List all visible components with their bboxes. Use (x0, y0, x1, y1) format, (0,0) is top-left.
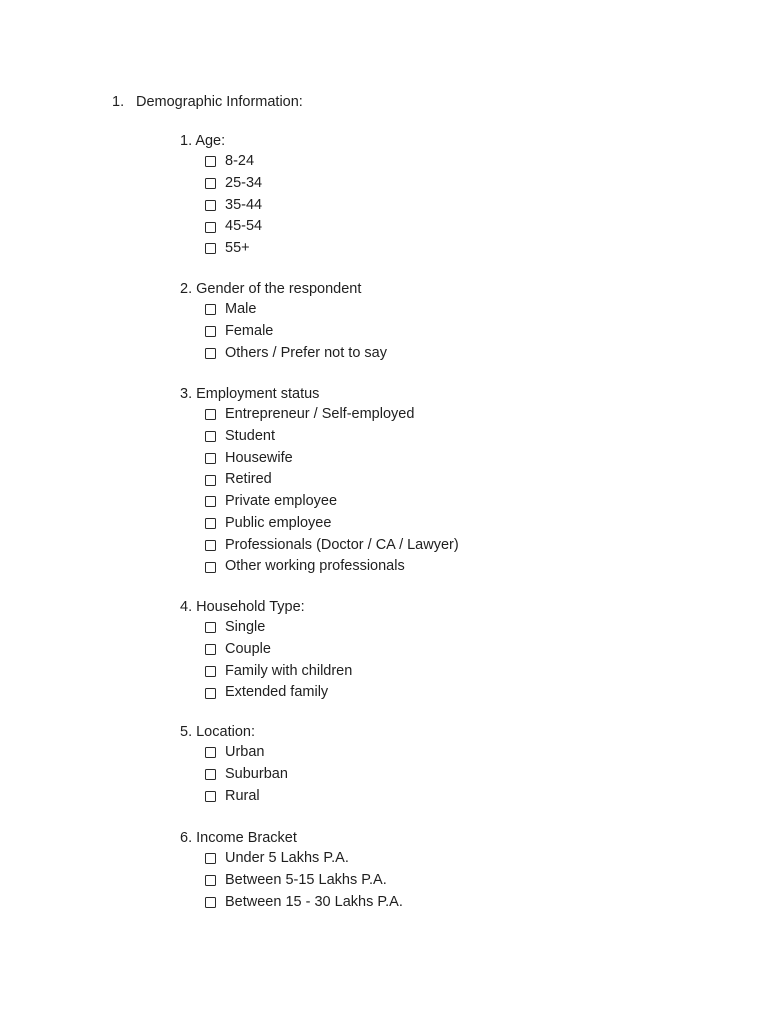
option-label: Private employee (225, 493, 338, 509)
checkbox[interactable] (205, 518, 216, 529)
option-label: 25-34 (225, 174, 263, 191)
question-employment (180, 384, 459, 578)
checkbox[interactable] (205, 453, 216, 464)
section-number: 1. (112, 94, 125, 110)
checkbox[interactable] (205, 222, 216, 233)
question-gender (180, 279, 387, 364)
option-item[interactable] (180, 617, 352, 639)
option-item[interactable] (180, 786, 288, 808)
options-list (180, 848, 403, 913)
checkbox[interactable] (205, 178, 216, 189)
option-item[interactable] (180, 491, 459, 513)
option-label: Extended family (225, 684, 329, 701)
option-label: Family with children (225, 662, 353, 679)
question-title: 1. Age: (180, 133, 226, 149)
checkbox[interactable] (205, 769, 216, 780)
option-label: Between 15 - 30 Lakhs P.A. (225, 893, 403, 910)
option-item[interactable] (180, 195, 262, 217)
question-title: 5. Location: (180, 724, 255, 740)
checkbox[interactable] (205, 897, 216, 908)
option-item[interactable] (180, 892, 403, 914)
option-item[interactable] (180, 448, 459, 470)
checkbox[interactable] (205, 431, 216, 442)
option-label: Other working professionals (225, 558, 405, 575)
checkbox[interactable] (205, 496, 216, 507)
options-list (180, 151, 262, 260)
option-item[interactable] (180, 238, 262, 260)
option-label: 8-24 (225, 153, 255, 169)
section-header (112, 92, 303, 112)
option-item[interactable] (180, 661, 352, 683)
option-item[interactable] (180, 426, 459, 448)
checkbox[interactable] (205, 304, 216, 315)
option-label: Housewife (225, 449, 293, 466)
question-title: 4. Household Type: (180, 599, 305, 615)
option-item[interactable] (180, 764, 288, 786)
question-income (180, 828, 403, 913)
checkbox[interactable] (205, 875, 216, 886)
option-item[interactable] (180, 151, 262, 173)
option-item[interactable] (180, 469, 459, 491)
options-list (180, 299, 387, 364)
option-label: Under 5 Lakhs P.A. (225, 850, 349, 866)
option-item[interactable] (180, 216, 262, 238)
option-label: Suburban (225, 765, 288, 782)
question-location (180, 722, 288, 807)
options-list (180, 742, 288, 807)
checkbox[interactable] (205, 747, 216, 758)
section-title: Demographic Information: (136, 94, 303, 110)
option-item[interactable] (180, 321, 387, 343)
option-label: Single (225, 619, 266, 635)
options-list (180, 404, 459, 578)
option-item[interactable] (180, 173, 262, 195)
option-label: Entrepreneur / Self-employed (225, 406, 415, 422)
checkbox[interactable] (205, 326, 216, 337)
option-label: 35-44 (225, 196, 263, 213)
checkbox[interactable] (205, 622, 216, 633)
checkbox[interactable] (205, 562, 216, 573)
option-item[interactable] (180, 639, 352, 661)
option-item[interactable] (180, 870, 403, 892)
option-label: Others / Prefer not to say (225, 344, 387, 361)
checkbox[interactable] (205, 156, 216, 167)
option-item[interactable] (180, 404, 459, 426)
checkbox[interactable] (205, 200, 216, 211)
option-label: 55+ (225, 240, 250, 256)
option-label: Female (225, 322, 274, 339)
checkbox[interactable] (205, 243, 216, 254)
question-title: 6. Income Bracket (180, 830, 297, 846)
checkbox[interactable] (205, 540, 216, 551)
option-label: Urban (225, 744, 265, 760)
option-item[interactable] (180, 556, 459, 578)
option-item[interactable] (180, 299, 387, 321)
checkbox[interactable] (205, 688, 216, 699)
question-household (180, 597, 352, 704)
checkbox[interactable] (205, 666, 216, 677)
option-label: Public employee (225, 514, 332, 531)
option-item[interactable] (180, 343, 387, 365)
checkbox[interactable] (205, 644, 216, 655)
option-item[interactable] (180, 682, 352, 704)
checkbox[interactable] (205, 409, 216, 420)
checkbox[interactable] (205, 475, 216, 486)
options-list (180, 617, 352, 704)
option-item[interactable] (180, 535, 459, 557)
option-label: 45-54 (225, 218, 263, 235)
option-label: Rural (225, 787, 260, 804)
option-label: Retired (225, 471, 272, 488)
option-item[interactable] (180, 742, 288, 764)
option-label: Professionals (Doctor / CA / Lawyer) (225, 536, 459, 553)
option-item[interactable] (180, 848, 403, 870)
option-label: Student (225, 427, 275, 444)
option-label: Couple (225, 640, 271, 657)
option-item[interactable] (180, 513, 459, 535)
question-age (180, 131, 262, 260)
checkbox[interactable] (205, 853, 216, 864)
checkbox[interactable] (205, 348, 216, 359)
option-label: Between 5-15 Lakhs P.A. (225, 871, 387, 888)
checkbox[interactable] (205, 791, 216, 802)
option-label: Male (225, 301, 257, 317)
question-title: 3. Employment status (180, 386, 320, 402)
question-title: 2. Gender of the respondent (180, 281, 362, 297)
